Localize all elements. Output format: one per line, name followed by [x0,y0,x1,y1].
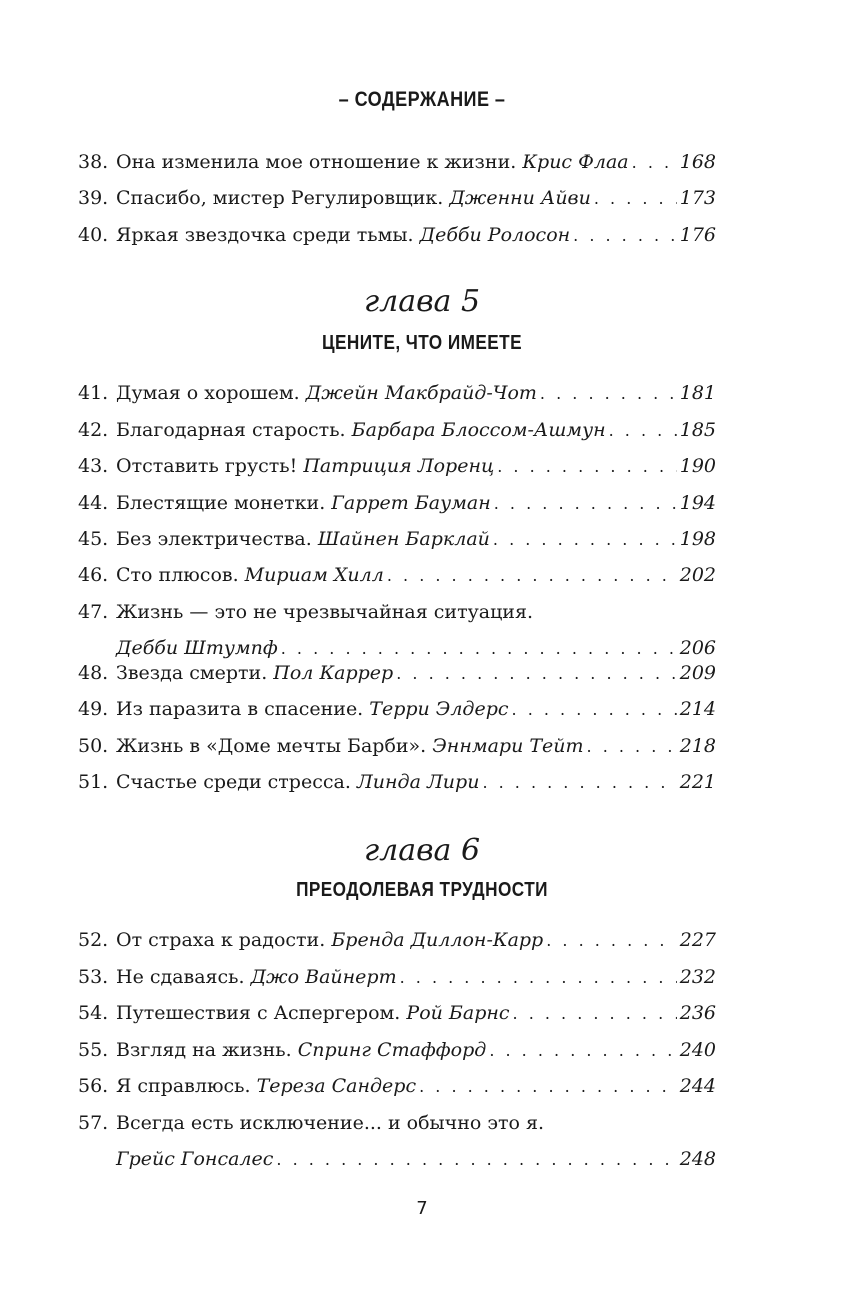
entry-title: Яркая звездочка среди тьмы. [116,224,414,246]
entry-title: Всегда есть исключение... и обычно это я. [116,1112,545,1134]
chapter-label: глава 5 [363,284,481,319]
entry-number: 46. [78,564,109,586]
leader-dots [512,692,677,728]
leader-dots [609,413,677,449]
entry-author: Джо Вайнерт [250,966,397,988]
entry-page: 176 [679,224,716,246]
entry-title: Отставить грусть! [116,455,298,477]
chapter-label: глава 6 [363,833,481,868]
toc-entry [78,557,716,593]
leader-dots [632,145,677,181]
leader-dots [400,960,677,996]
entry-author: Эннмари Тейт [432,735,584,757]
entry-author: Барбара Блоссом-Ашмун [351,419,606,441]
entry-title: От страха к радости. [116,929,326,951]
toc-entry [78,1032,716,1068]
entry-title: Она изменила мое отношение к жизни. [116,151,517,173]
entry-page: 185 [679,419,716,441]
entry-number: 42. [78,419,109,441]
entry-number: 51. [78,771,109,793]
leader-dots [493,522,677,558]
entry-title: Взгляд на жизнь. [116,1039,292,1061]
entry-title: Не сдаваясь. [116,966,245,988]
entry-title: Блестящие монетки. [116,492,326,514]
leader-dots [573,218,677,254]
entry-page: 194 [679,492,716,514]
entry-page: 218 [679,735,716,757]
leader-dots [276,1142,676,1178]
entry-title: Из паразита в спасение. [116,698,364,720]
entry-page: 206 [679,637,716,659]
entry-author: Шайнен Барклай [317,528,490,550]
entry-author: Дебби Штумпф [116,637,278,659]
leader-dots [387,558,677,594]
entry-number: 40. [78,224,109,246]
leader-dots [546,923,677,959]
entry-number: 50. [78,735,109,757]
entry-number: 57. [78,1112,109,1134]
entry-title: Спасибо, мистер Регулировщик. [116,187,444,209]
entry-title: Путешествия с Аспергером. [116,1002,401,1024]
chapter-title: ЦЕНИТЕ, ЧТО ИМЕЕТЕ [321,332,523,354]
entry-title: Звезда смерти. [116,662,268,684]
entry-number: 48. [78,662,109,684]
entry-page: 244 [679,1075,716,1097]
entry-number: 53. [78,966,109,988]
toc-entry [78,412,716,448]
entry-title: Жизнь — это не чрезвычайная ситуация. [116,601,533,623]
entry-author: Дебби Ролосон [419,224,571,246]
entry-page: 248 [679,1148,716,1170]
toc-entry [78,448,716,484]
leader-dots [419,1069,677,1105]
entry-author: Гаррет Бауман [331,492,491,514]
entry-number: 43. [78,455,109,477]
entry-page: 236 [679,1002,716,1024]
chapter-title: ПРЕОДОЛЕВАЯ ТРУДНОСТИ [296,879,548,901]
page-number: 7 [416,1198,428,1219]
entry-title: Думая о хорошем. [116,382,300,404]
toc-entry [78,1068,716,1104]
entry-author: Грейс Гонсалес [116,1148,274,1170]
leader-dots [513,996,677,1032]
entry-author: Рой Барнс [406,1002,510,1024]
toc-entry [78,485,716,521]
entry-author: Терри Элдерс [369,698,509,720]
leader-dots [494,486,677,522]
entry-author: Тереза Сандерс [256,1075,417,1097]
entry-page: 173 [679,187,716,209]
entry-author: Линда Лири [356,771,480,793]
entry-author: Крис Флаа [522,151,629,173]
leader-dots [540,376,677,412]
leader-dots [489,1033,676,1069]
toc-entry [78,375,716,411]
entry-number: 39. [78,187,109,209]
leader-dots [587,729,677,765]
entry-page: 232 [679,966,716,988]
entry-author: Патриция Лоренц [303,455,495,477]
entry-page: 240 [679,1039,716,1061]
toc-entry [78,995,716,1031]
toc-entry [78,144,716,180]
entry-author: Спринг Стаффорд [297,1039,487,1061]
entry-title: Жизнь в «Доме мечты Барби». [116,735,427,757]
toc-entry [78,521,716,557]
toc-entry [78,959,716,995]
entry-number: 52. [78,929,109,951]
leader-dots [482,765,676,801]
running-head: – СОДЕРЖАНИЕ – [338,88,506,111]
entry-author: Пол Каррер [273,662,394,684]
entry-number: 56. [78,1075,109,1097]
toc-entry [78,1105,716,1177]
entry-number: 41. [78,382,109,404]
entry-number: 47. [78,601,109,623]
entry-page: 221 [679,771,716,793]
entry-page: 168 [679,151,716,173]
entry-title: Счастье среди стресса. [116,771,351,793]
entry-title: Без электричества. [116,528,312,550]
entry-page: 202 [679,564,716,586]
entry-page: 190 [679,455,716,477]
toc-entry [78,655,716,691]
toc-entry [78,922,716,958]
entry-number: 45. [78,528,109,550]
leader-dots [594,181,677,217]
entry-title: Благодарная старость. [116,419,346,441]
leader-dots [497,449,677,485]
entry-number: 55. [78,1039,109,1061]
entry-number: 49. [78,698,109,720]
toc-entry [78,217,716,253]
entry-page: 198 [679,528,716,550]
entry-title: Я справлюсь. [116,1075,251,1097]
entry-page: 227 [679,929,716,951]
entry-page: 209 [679,662,716,684]
entry-author: Бренда Диллон-Карр [331,929,544,951]
toc-entry [78,764,716,800]
entry-author: Мириам Хилл [244,564,384,586]
leader-dots [396,656,677,692]
entry-number: 38. [78,151,109,173]
entry-page: 181 [679,382,716,404]
toc-entry [78,691,716,727]
toc-entry [78,180,716,216]
entry-page: 214 [679,698,716,720]
toc-entry [78,728,716,764]
entry-number: 54. [78,1002,109,1024]
entry-author: Джейн Макбрайд-Чот [305,382,537,404]
entry-number: 44. [78,492,109,514]
entry-title: Сто плюсов. [116,564,239,586]
entry-author: Дженни Айви [449,187,591,209]
